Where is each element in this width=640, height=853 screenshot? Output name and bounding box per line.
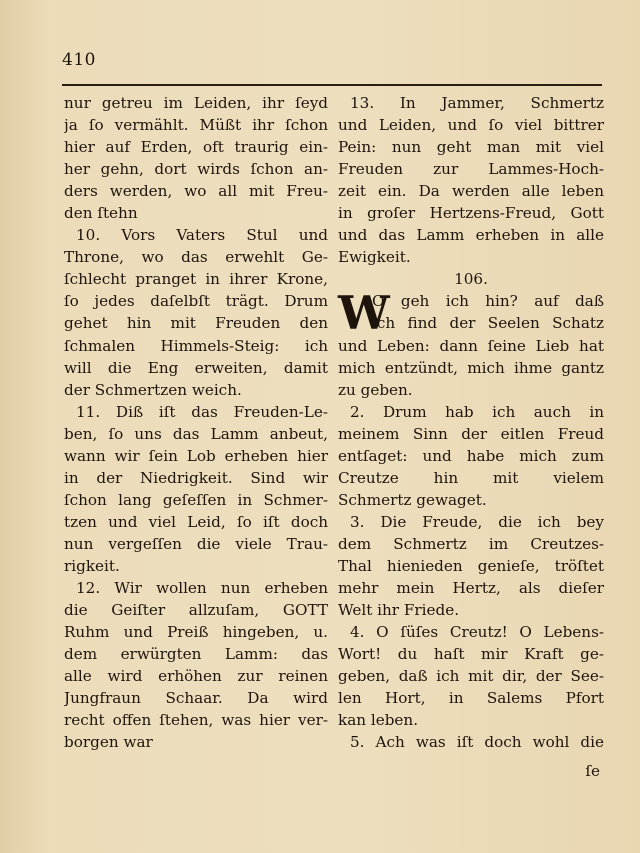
left-column-line: 12. Wir wollen nun erheben (76, 579, 328, 598)
right-column-line: 13. In Jammer, Schmertz (350, 94, 604, 112)
right-column-line: geben, daß ich mit dir, der See- (338, 667, 604, 686)
left-column-line: tzen und viel Leid, ſo iſt doch (64, 512, 328, 531)
left-column-line: ja ſo vermählt. Müßt ihr ſchon (64, 116, 328, 135)
right-column-line: dem Schmertz im Creutzes- (338, 534, 604, 553)
left-column-line: ſchmalen Himmels-Steig: ich (64, 336, 328, 355)
right-column-line: Pein: nun geht man mit viel (338, 138, 604, 157)
right-column (338, 92, 604, 753)
left-column-line: rigkeit. (64, 556, 120, 575)
drop-cap: W (338, 286, 390, 340)
right-column-line: Ewigkeit. (338, 248, 411, 267)
left-column-line: her gehn, dort wirds ſchon an- (64, 160, 328, 179)
left-column-line: ſchon lang geſeſſen in Schmer- (64, 490, 328, 509)
left-column-line: 11. Diß iſt das Freuden-Le- (76, 402, 328, 421)
right-column-line: 3. Die Freude, die ich bey (350, 512, 604, 531)
right-column-line: zeit ein. Da werden alle leben (338, 182, 604, 201)
right-column-line: meinem Sinn der eitlen Freud (338, 424, 604, 443)
left-column-line: nur getreu im Leiden, ihr ſeyd (64, 94, 328, 112)
left-column-line: ders werden, wo all mit Freu- (64, 182, 328, 201)
right-column-line: Freuden zur Lammes-Hoch- (338, 160, 604, 179)
right-column-line: 2. Drum hab ich auch in (350, 402, 604, 421)
left-column-line: hier auf Erden, oft traurig ein- (64, 138, 328, 157)
right-column-line: in groſer Hertzens-Freud, Gott (338, 204, 604, 223)
left-column-line: dem erwürgten Lamm: das (64, 645, 328, 664)
left-column-line: recht offen ſtehen, was hier ver- (64, 711, 328, 730)
right-column-line: entſaget: und habe mich zum (338, 446, 604, 465)
left-column-line: ſo jedes daſelbſt trägt. Drum (64, 292, 328, 311)
right-column-line: Schmertz gewaget. (338, 490, 487, 509)
right-column-line: zu geben. (338, 380, 413, 399)
right-column-line: und das Lamm erheben in alle (338, 226, 604, 245)
left-column-line: 10. Vors Vaters Stul und (76, 226, 328, 245)
left-column-line: will die Eng erweiten, damit (64, 358, 328, 377)
right-column-line: O geh ich hin? auf daß (372, 292, 604, 311)
left-column-line: wann wir ſein Lob erheben hier (64, 446, 328, 465)
left-column-line: den ſtehn (64, 204, 138, 223)
right-column-line: mich entzündt, mich ihme gantz (338, 358, 604, 377)
left-column-line: gehet hin mit Freuden den (64, 314, 328, 333)
left-column-line: Jungfraun Schaar. Da wird (64, 689, 328, 708)
right-column-line: 4. O ſüſes Creutz! O Lebens- (350, 623, 604, 642)
header-rule (62, 84, 602, 86)
left-column-line: in der Niedrigkeit. Sind wir (64, 468, 328, 487)
left-column-line: ben, ſo uns das Lamm anbeut, (64, 424, 328, 443)
left-column-line: nun vergeſſen die viele Trau- (64, 534, 328, 553)
right-column-line: mehr mein Hertz, als dieſer (338, 579, 604, 598)
left-column-line: alle wird erhöhen zur reinen (64, 667, 328, 686)
right-column-line: len Hort, in Salems Pfort (338, 689, 604, 708)
right-column-line: kan leben. (338, 711, 419, 730)
right-column-line: und Leiden, und ſo viel bittrer (338, 116, 604, 135)
right-column-line: Welt ihr Friede. (338, 601, 460, 620)
left-column-line: borgen war (64, 733, 153, 752)
left-column-line: Ruhm und Preiß hingeben, u. (64, 623, 328, 642)
left-column-line: der Schmertzen weich. (64, 380, 242, 399)
right-column-line: Wort! du haſt mir Kraft ge- (338, 645, 604, 664)
right-column-line: 106. (454, 270, 488, 289)
left-column-line: Throne, wo das erwehlt Ge- (64, 248, 328, 267)
right-column-line: Creutze hin mit vielem (338, 468, 604, 487)
left-column (64, 92, 328, 753)
left-column-line: ſchlecht pranget in ihrer Krone, (64, 270, 328, 289)
right-column-line: ich find der Seelen Schatz (372, 314, 604, 333)
right-column-line: Thal hienieden genieſe, tröſtet (338, 556, 604, 575)
catchword: ſe (585, 762, 600, 780)
right-column-line: 5. Ach was iſt doch wohl die (350, 733, 604, 752)
page-number: 410 (62, 50, 96, 70)
right-column-line: und Leben: dann ſeine Lieb hat (338, 336, 604, 355)
left-column-line: die Geiſter allzuſam, GOTT (64, 601, 328, 620)
